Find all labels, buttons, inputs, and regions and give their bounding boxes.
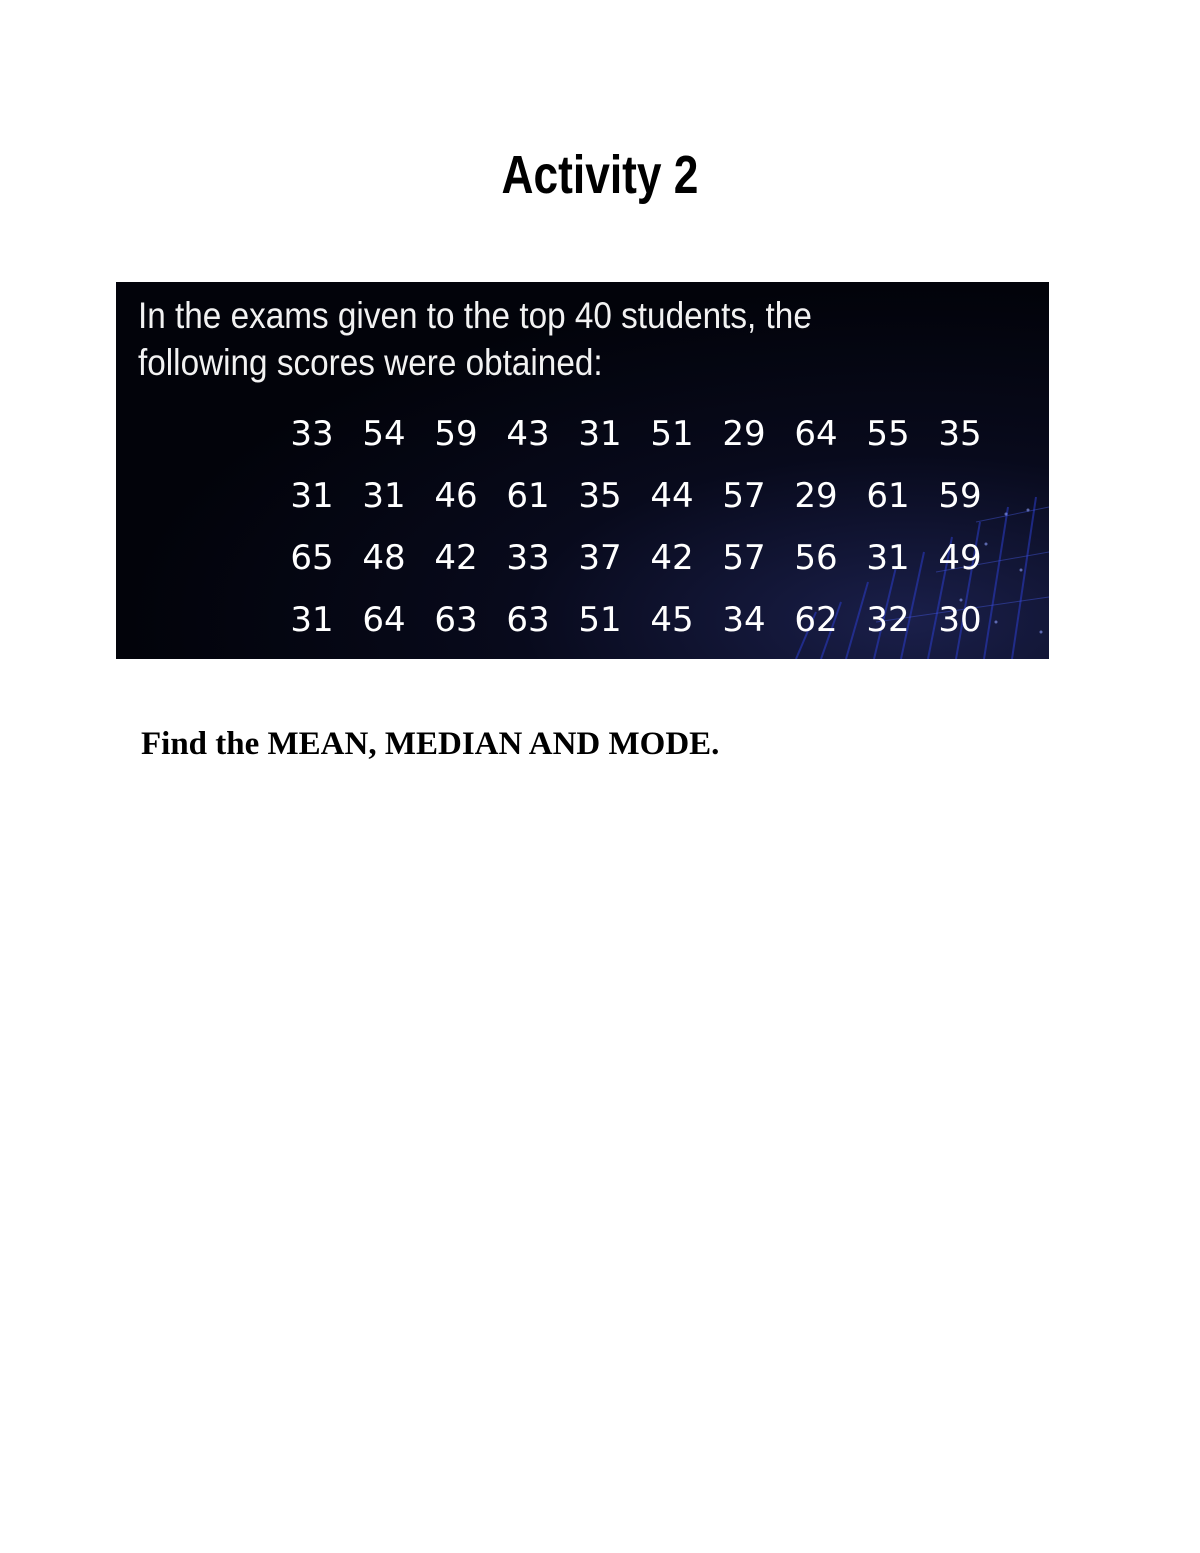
task-instruction: Find the MEAN, MEDIAN AND MODE. xyxy=(141,726,720,762)
score-value: 51 xyxy=(650,414,694,454)
score-value: 64 xyxy=(794,414,838,454)
score-value: 35 xyxy=(578,476,622,516)
score-value: 34 xyxy=(722,600,766,640)
score-value: 55 xyxy=(866,414,910,454)
score-value: 31 xyxy=(362,476,406,516)
score-row xyxy=(276,595,996,657)
score-value: 37 xyxy=(578,538,622,578)
score-value: 59 xyxy=(938,476,982,516)
score-value: 29 xyxy=(794,476,838,516)
score-value: 46 xyxy=(434,476,478,516)
score-value: 51 xyxy=(578,600,622,640)
score-value: 63 xyxy=(506,600,550,640)
score-row xyxy=(276,409,996,471)
score-value: 32 xyxy=(866,600,910,640)
score-value: 56 xyxy=(794,538,838,578)
activity-title: Activity 2 xyxy=(501,145,699,205)
score-value: 54 xyxy=(362,414,406,454)
score-value: 57 xyxy=(722,476,766,516)
score-value: 43 xyxy=(506,414,550,454)
score-value: 35 xyxy=(938,414,982,454)
scores-grid xyxy=(276,409,996,657)
score-value: 31 xyxy=(578,414,622,454)
score-value: 31 xyxy=(290,476,334,516)
score-value: 57 xyxy=(722,538,766,578)
scores-slide-image xyxy=(116,282,1049,659)
score-value: 42 xyxy=(650,538,694,578)
score-row xyxy=(276,471,996,533)
score-row xyxy=(276,533,996,595)
score-value: 62 xyxy=(794,600,838,640)
score-value: 63 xyxy=(434,600,478,640)
score-value: 48 xyxy=(362,538,406,578)
score-value: 33 xyxy=(506,538,550,578)
score-value: 31 xyxy=(290,600,334,640)
score-value: 42 xyxy=(434,538,478,578)
score-value: 64 xyxy=(362,600,406,640)
score-value: 44 xyxy=(650,476,694,516)
score-value: 31 xyxy=(866,538,910,578)
score-value: 49 xyxy=(938,538,982,578)
score-value: 45 xyxy=(650,600,694,640)
score-value: 33 xyxy=(290,414,334,454)
score-value: 61 xyxy=(866,476,910,516)
score-value: 65 xyxy=(290,538,334,578)
score-value: 61 xyxy=(506,476,550,516)
score-value: 29 xyxy=(722,414,766,454)
score-value: 59 xyxy=(434,414,478,454)
score-value: 30 xyxy=(938,600,982,640)
problem-statement: In the exams given to the top 40 students, the following scores were obtained: xyxy=(138,295,812,383)
